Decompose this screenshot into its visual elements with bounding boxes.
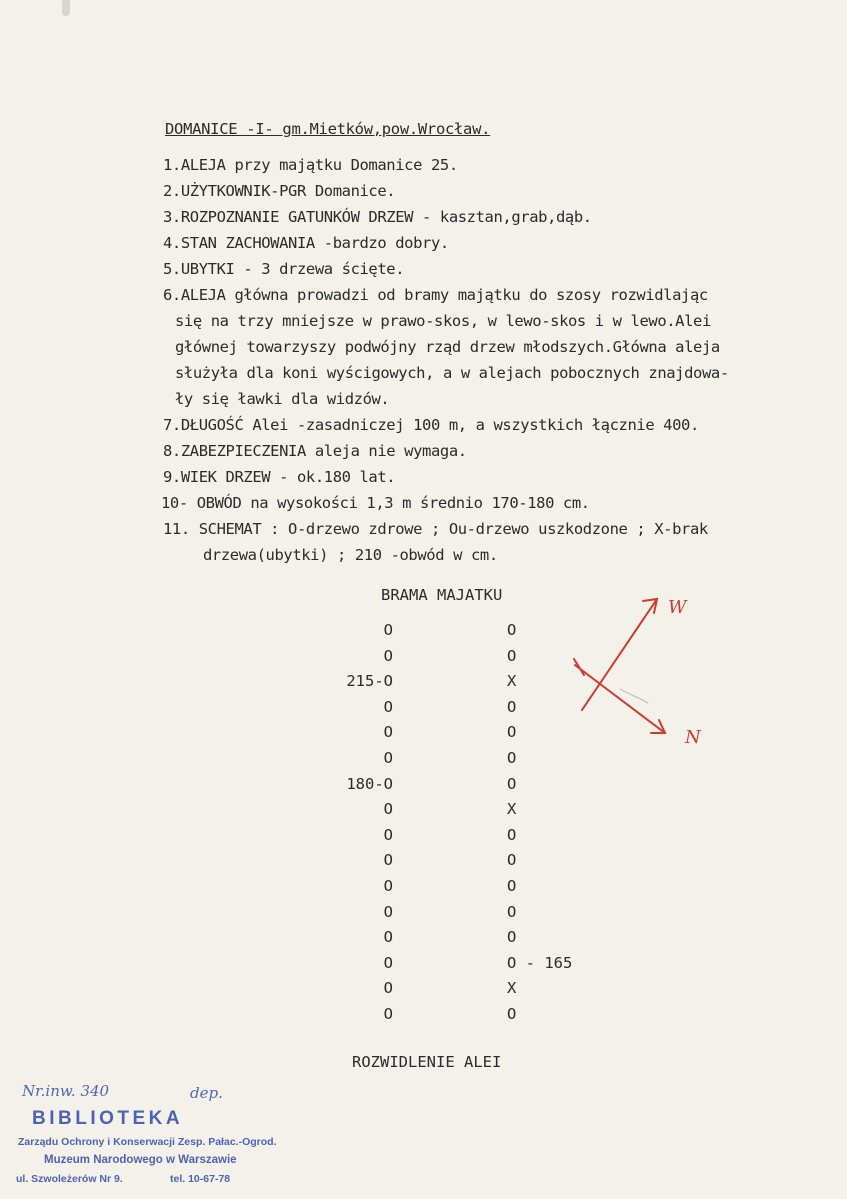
list-item-continuation: służyła dla koni wyścigowych, a w alejach pobocznych znajdowa-	[175, 364, 729, 382]
schema-right-tree: O	[507, 877, 517, 895]
schema-row	[0, 899, 847, 925]
list-item-continuation: drzewa(ubytki) ; 210 -obwód w cm.	[203, 546, 498, 564]
schema-row	[0, 975, 847, 1001]
handwritten-note: dep.	[190, 1084, 223, 1102]
schema-left-tree: O	[383, 877, 393, 895]
schema-right-tree: X	[507, 672, 517, 691]
schema-right-tree: O	[507, 902, 517, 921]
item-list	[163, 152, 843, 568]
schema-left-tree: O	[383, 621, 393, 639]
punch-hole-mark	[62, 0, 70, 16]
schema-left-tree: O	[383, 1005, 393, 1023]
schema-right-tree: O	[507, 621, 517, 639]
list-item-continuation: głównej towarzyszy podwójny rząd drzew młodszych.Główna aleja	[175, 338, 720, 356]
list-item: 7.DŁUGOŚĆ Alei -zasadniczej 100 m, a wszystkich łącznie 400.	[163, 416, 699, 434]
schema-row	[0, 617, 847, 643]
compass-arrows	[560, 585, 710, 755]
compass-label-upper: W	[668, 597, 687, 618]
schema-top-label: BRAMA MAJATKU	[381, 586, 503, 604]
schema-right-tree: O	[507, 774, 517, 793]
schema-row	[0, 719, 847, 745]
schema-right-tree: O	[507, 723, 517, 742]
list-item: 10- OBWÓD na wysokości 1,3 m średnio 170-180 cm.	[161, 494, 590, 512]
schema-left-tree: O	[383, 979, 393, 998]
schema-right-tree: O	[507, 851, 517, 870]
schema-left-tree: 180-O	[346, 774, 393, 793]
list-item-continuation: ły się ławki dla widzów.	[175, 390, 390, 408]
list-item: 3.ROZPOZNANIE GATUNKÓW DRZEW - kasztan,grab,dąb.	[163, 208, 592, 226]
schema-right-tree: O	[507, 825, 517, 844]
schema-row	[0, 745, 847, 771]
list-item-continuation: się na trzy mniejsze w prawo-skos, w lewo-skos i w lewo.Alei	[175, 312, 711, 330]
schema-right-tree: O	[507, 697, 517, 716]
schema-left-tree: O	[383, 749, 393, 767]
schema-left-tree: 215-O	[346, 672, 393, 691]
schema-left-tree: O	[383, 723, 393, 742]
schema-bottom-label: ROZWIDLENIE ALEI	[352, 1053, 502, 1071]
schema-right-tree: O - 165	[507, 953, 573, 972]
stamp-line-1: Zarządu Ochrony i Konserwacji Zesp. Pałac.-Ogrod.	[18, 1136, 277, 1148]
document-heading: DOMANICE -I- gm.Mietków,pow.Wrocław.	[165, 120, 491, 138]
schema-row	[0, 873, 847, 899]
list-item: 5.UBYTKI - 3 drzewa ścięte.	[163, 260, 405, 278]
stamp-line-2: Muzeum Narodowego w Warszawie	[44, 1154, 237, 1166]
schema-left-tree: O	[383, 697, 393, 716]
stamp-line-3: ul. Szwoleżerów Nr 9.	[16, 1173, 123, 1185]
list-item: 2.UŻYTKOWNIK-PGR Domanice.	[163, 182, 396, 200]
stamp-line-4: tel. 10-67-78	[170, 1173, 231, 1185]
schema-left-tree: O	[383, 646, 393, 665]
schema-left-tree: O	[383, 953, 393, 972]
schema-row	[0, 950, 847, 976]
library-stamp	[10, 1080, 277, 1190]
schema-right-tree: O	[507, 646, 517, 665]
schema-row	[0, 822, 847, 848]
schema-right-tree: X	[507, 979, 517, 998]
schema-row	[0, 847, 847, 873]
arrow-tick	[574, 659, 584, 675]
compass-label-lower: N	[685, 727, 701, 748]
schema-row	[0, 771, 847, 797]
handwritten-inventory-number: Nr.inw. 340	[22, 1082, 110, 1100]
schema-row	[0, 668, 847, 694]
stamp-title: BIBLIOTEKA	[32, 1108, 184, 1129]
schema-row	[0, 694, 847, 720]
schema-row	[0, 924, 847, 950]
pencil-stroke	[620, 689, 648, 703]
schema-left-tree: O	[383, 800, 393, 819]
schema-left-tree: O	[383, 851, 393, 870]
schema-right-tree: X	[507, 800, 517, 819]
list-item: 11. SCHEMAT : O-drzewo zdrowe ; Ou-drzewo uszkodzone ; X-brak	[163, 520, 708, 538]
list-item: 9.WIEK DRZEW - ok.180 lat.	[163, 468, 396, 486]
list-item: 4.STAN ZACHOWANIA -bardzo dobry.	[163, 234, 449, 252]
schema-row	[0, 643, 847, 669]
schema-left-tree: O	[383, 928, 393, 947]
arrow-up-right	[582, 599, 657, 710]
list-item: 1.ALEJA przy majątku Domanice 25.	[163, 156, 458, 174]
schema-right-tree: O	[507, 1005, 517, 1023]
schema-left-tree: O	[383, 902, 393, 921]
schema-right-tree: O	[507, 928, 517, 947]
schema-row	[0, 796, 847, 822]
list-item: 6.ALEJA główna prowadzi od bramy majątku do szosy rozwidlając	[163, 286, 708, 304]
list-item: 8.ZABEZPIECZENIA aleja nie wymaga.	[163, 442, 467, 460]
schema-left-tree: O	[383, 825, 393, 844]
schema-row	[0, 1001, 847, 1027]
schema-right-tree: O	[507, 749, 517, 767]
